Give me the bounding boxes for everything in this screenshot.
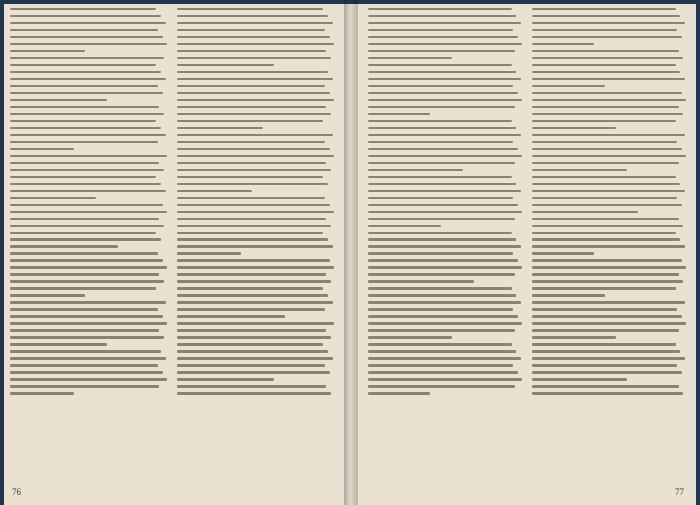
left-page xyxy=(4,4,350,505)
text-line xyxy=(177,378,274,380)
text-line xyxy=(532,232,676,234)
text-line xyxy=(368,183,516,185)
text-line xyxy=(177,29,325,31)
right-page-column-2 xyxy=(532,8,688,471)
text-line xyxy=(368,36,518,38)
text-line xyxy=(532,99,686,101)
text-line xyxy=(177,259,330,261)
text-line xyxy=(10,266,167,268)
text-line xyxy=(532,29,677,31)
text-line xyxy=(368,336,452,338)
text-line xyxy=(10,99,107,101)
text-line xyxy=(532,8,676,10)
text-line xyxy=(177,322,334,324)
text-line xyxy=(368,127,516,129)
text-line xyxy=(10,148,74,150)
text-line xyxy=(10,106,159,108)
text-line xyxy=(177,329,326,331)
text-line xyxy=(177,218,326,220)
text-line xyxy=(532,238,680,240)
text-line xyxy=(177,273,326,275)
text-line xyxy=(177,357,333,359)
text-line xyxy=(177,8,323,10)
text-line xyxy=(532,141,677,143)
text-line xyxy=(177,134,333,136)
text-line xyxy=(532,336,616,338)
text-line xyxy=(368,301,521,303)
text-line xyxy=(532,350,680,352)
text-line xyxy=(10,197,96,199)
text-line xyxy=(368,329,515,331)
text-line xyxy=(368,211,522,213)
text-line xyxy=(532,120,676,122)
text-line xyxy=(177,211,334,213)
text-line xyxy=(368,64,512,66)
text-line xyxy=(177,36,330,38)
text-line xyxy=(532,225,683,227)
text-line xyxy=(532,301,685,303)
text-line xyxy=(177,155,334,157)
text-line xyxy=(10,378,167,380)
text-line xyxy=(10,57,164,59)
text-line xyxy=(10,36,163,38)
text-line xyxy=(10,252,158,254)
text-line xyxy=(368,85,513,87)
text-line xyxy=(10,43,167,45)
text-line xyxy=(177,238,328,240)
text-line xyxy=(532,64,676,66)
text-line xyxy=(532,127,616,129)
text-line xyxy=(532,245,685,247)
text-line xyxy=(532,15,680,17)
text-line xyxy=(10,364,158,366)
text-line xyxy=(532,43,594,45)
text-line xyxy=(368,71,516,73)
text-line xyxy=(368,43,522,45)
text-line xyxy=(368,378,522,380)
left-page-column-2 xyxy=(177,8,336,471)
text-line xyxy=(177,71,328,73)
text-line xyxy=(368,197,513,199)
text-line xyxy=(10,259,163,261)
text-line xyxy=(177,78,333,80)
text-line xyxy=(177,183,328,185)
text-line xyxy=(10,169,164,171)
text-line xyxy=(368,29,513,31)
book-spine xyxy=(344,0,358,505)
text-line xyxy=(368,364,513,366)
text-line xyxy=(10,29,158,31)
text-line xyxy=(368,238,516,240)
text-line xyxy=(10,204,163,206)
text-line xyxy=(177,15,328,17)
text-line xyxy=(177,22,333,24)
text-line xyxy=(10,78,166,80)
text-line xyxy=(368,280,474,282)
text-line xyxy=(10,287,156,289)
text-line xyxy=(10,343,107,345)
text-line xyxy=(532,148,682,150)
text-line xyxy=(10,357,166,359)
text-line xyxy=(532,183,680,185)
text-line xyxy=(10,232,156,234)
text-line xyxy=(10,238,161,240)
text-line xyxy=(177,252,241,254)
text-line xyxy=(368,22,521,24)
text-line xyxy=(10,218,159,220)
text-line xyxy=(532,371,682,373)
text-line xyxy=(177,294,328,296)
text-line xyxy=(532,190,685,192)
text-line xyxy=(177,301,333,303)
text-line xyxy=(177,190,252,192)
text-line xyxy=(10,176,156,178)
text-line xyxy=(177,176,323,178)
text-line xyxy=(10,329,159,331)
text-line xyxy=(532,273,679,275)
text-line xyxy=(10,211,167,213)
text-line xyxy=(177,141,325,143)
text-line xyxy=(10,225,164,227)
left-page-number: 76 xyxy=(12,487,21,497)
text-line xyxy=(177,197,325,199)
text-line xyxy=(368,92,518,94)
text-line xyxy=(532,85,605,87)
text-line xyxy=(532,22,685,24)
text-line xyxy=(368,134,521,136)
text-line xyxy=(368,8,512,10)
text-line xyxy=(10,336,164,338)
text-line xyxy=(177,162,326,164)
text-line xyxy=(368,169,463,171)
text-line xyxy=(368,294,516,296)
text-line xyxy=(10,141,158,143)
text-line xyxy=(177,364,325,366)
text-line xyxy=(532,176,676,178)
text-line xyxy=(10,85,158,87)
text-line xyxy=(10,92,163,94)
text-line xyxy=(532,57,683,59)
text-line xyxy=(10,350,161,352)
text-line xyxy=(10,308,158,310)
text-line xyxy=(10,71,161,73)
text-line xyxy=(10,155,167,157)
text-line xyxy=(532,218,679,220)
text-line xyxy=(368,57,452,59)
text-line xyxy=(368,113,430,115)
text-line xyxy=(532,78,685,80)
text-line xyxy=(532,106,679,108)
text-line xyxy=(10,385,159,387)
text-line xyxy=(532,280,683,282)
text-line xyxy=(177,85,325,87)
text-line xyxy=(532,134,685,136)
text-line xyxy=(177,280,331,282)
text-line xyxy=(368,15,516,17)
text-line xyxy=(177,392,331,394)
text-line xyxy=(368,218,515,220)
text-line xyxy=(532,113,683,115)
text-line xyxy=(177,204,330,206)
text-line xyxy=(177,148,330,150)
text-line xyxy=(177,266,334,268)
text-line xyxy=(177,336,331,338)
text-line xyxy=(368,155,522,157)
text-line xyxy=(10,294,85,296)
text-line xyxy=(368,162,515,164)
text-line xyxy=(368,357,521,359)
text-line xyxy=(532,50,679,52)
text-line xyxy=(368,204,518,206)
text-line xyxy=(177,43,334,45)
text-line xyxy=(10,273,159,275)
text-line xyxy=(177,225,331,227)
text-line xyxy=(368,343,512,345)
text-line xyxy=(368,99,522,101)
text-line xyxy=(368,50,515,52)
text-line xyxy=(177,57,331,59)
text-line xyxy=(177,99,334,101)
text-line xyxy=(532,315,682,317)
text-line xyxy=(532,294,605,296)
text-line xyxy=(368,308,513,310)
text-line xyxy=(177,315,285,317)
text-line xyxy=(10,22,166,24)
text-line xyxy=(368,106,515,108)
text-line xyxy=(10,8,156,10)
text-line xyxy=(10,190,166,192)
text-line xyxy=(532,308,677,310)
text-line xyxy=(368,176,512,178)
text-line xyxy=(368,78,521,80)
text-line xyxy=(532,259,682,261)
text-line xyxy=(177,385,326,387)
text-line xyxy=(368,315,518,317)
text-line xyxy=(368,266,522,268)
right-page-text xyxy=(368,8,688,471)
left-page-text xyxy=(10,8,336,471)
right-page xyxy=(350,4,696,505)
text-line xyxy=(532,211,638,213)
text-line xyxy=(368,225,441,227)
text-line xyxy=(177,232,323,234)
text-line xyxy=(177,113,331,115)
text-line xyxy=(177,120,323,122)
text-line xyxy=(10,134,166,136)
text-line xyxy=(177,127,263,129)
text-line xyxy=(532,197,677,199)
text-line xyxy=(177,92,330,94)
text-line xyxy=(368,385,515,387)
text-line xyxy=(10,322,167,324)
text-line xyxy=(368,259,518,261)
text-line xyxy=(532,92,682,94)
text-line xyxy=(368,148,518,150)
text-line xyxy=(10,301,166,303)
text-line xyxy=(10,392,74,394)
text-line xyxy=(532,169,627,171)
text-line xyxy=(177,169,331,171)
text-line xyxy=(10,15,161,17)
text-line xyxy=(368,322,522,324)
text-line xyxy=(177,64,274,66)
text-line xyxy=(10,315,163,317)
text-line xyxy=(368,245,521,247)
text-line xyxy=(10,371,163,373)
text-line xyxy=(368,350,516,352)
text-line xyxy=(532,252,594,254)
text-line xyxy=(10,120,156,122)
right-page-number: 77 xyxy=(675,487,684,497)
text-line xyxy=(10,127,161,129)
text-line xyxy=(10,113,164,115)
text-line xyxy=(532,322,686,324)
text-line xyxy=(177,343,323,345)
text-line xyxy=(368,273,515,275)
text-line xyxy=(177,308,325,310)
text-line xyxy=(532,364,677,366)
text-line xyxy=(368,252,513,254)
text-line xyxy=(177,50,326,52)
text-line xyxy=(177,106,326,108)
left-page-column-1 xyxy=(10,8,169,471)
text-line xyxy=(177,245,333,247)
right-page-column-1 xyxy=(368,8,524,471)
text-line xyxy=(10,183,161,185)
text-line xyxy=(532,385,679,387)
text-line xyxy=(532,266,686,268)
text-line xyxy=(532,329,679,331)
text-line xyxy=(368,287,512,289)
text-line xyxy=(532,36,682,38)
text-line xyxy=(532,204,682,206)
text-line xyxy=(532,155,686,157)
text-line xyxy=(10,245,118,247)
text-line xyxy=(532,287,676,289)
text-line xyxy=(10,50,85,52)
text-line xyxy=(368,120,512,122)
text-line xyxy=(532,162,679,164)
text-line xyxy=(10,280,164,282)
text-line xyxy=(10,64,156,66)
text-line xyxy=(177,350,328,352)
text-line xyxy=(532,392,683,394)
text-line xyxy=(532,343,676,345)
text-line xyxy=(177,287,323,289)
text-line xyxy=(368,392,430,394)
text-line xyxy=(368,190,521,192)
text-line xyxy=(532,357,685,359)
text-line xyxy=(10,162,159,164)
text-line xyxy=(177,371,330,373)
text-line xyxy=(368,371,518,373)
text-line xyxy=(368,141,513,143)
text-line xyxy=(368,232,512,234)
text-line xyxy=(532,71,680,73)
text-line xyxy=(532,378,627,380)
